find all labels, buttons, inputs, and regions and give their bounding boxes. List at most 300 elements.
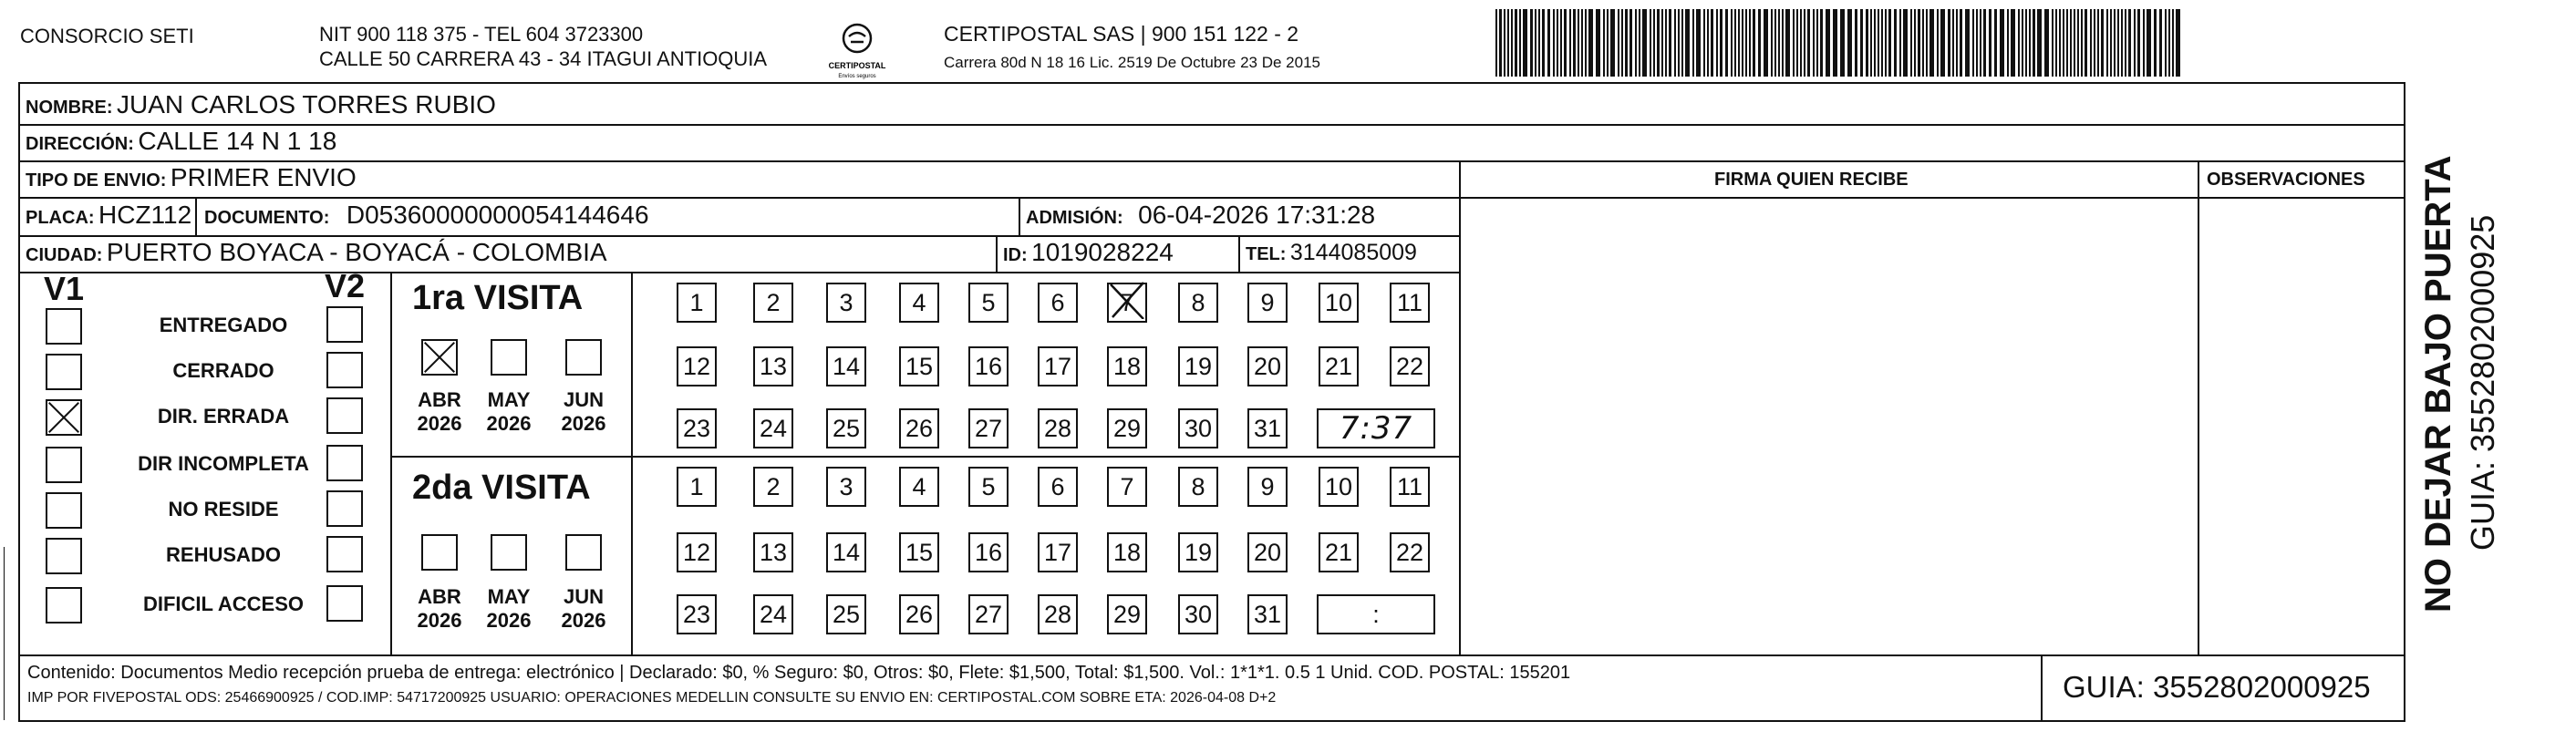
document-label: DOCUMENTO: bbox=[204, 208, 330, 228]
month-checkbox[interactable] bbox=[565, 339, 602, 376]
day-box[interactable] bbox=[1038, 532, 1078, 572]
barcode-bar bbox=[1899, 9, 1901, 77]
day-box[interactable] bbox=[677, 594, 717, 634]
day-box[interactable] bbox=[1038, 594, 1078, 634]
day-number: 1 bbox=[689, 473, 704, 500]
day-box[interactable] bbox=[1247, 467, 1288, 507]
barcode-bar bbox=[1937, 9, 1939, 77]
day-number: 1 bbox=[689, 289, 704, 316]
v1-checkbox[interactable] bbox=[46, 399, 82, 436]
day-box[interactable] bbox=[1107, 283, 1147, 323]
day-box[interactable] bbox=[1319, 283, 1359, 323]
barcode-bar bbox=[1881, 9, 1883, 77]
barcode-bar bbox=[1940, 9, 1945, 77]
barcode-bar bbox=[1588, 9, 1593, 77]
day-box[interactable] bbox=[899, 346, 939, 386]
recipient-address-row bbox=[26, 127, 336, 156]
month-label bbox=[410, 585, 469, 633]
plate-row bbox=[26, 201, 191, 230]
day-box[interactable] bbox=[899, 408, 939, 448]
barcode-bar bbox=[2066, 9, 2068, 77]
day-box[interactable] bbox=[826, 594, 866, 634]
barcode-bar bbox=[2137, 9, 2140, 77]
barcode-bar bbox=[1866, 9, 1868, 77]
v2-checkbox[interactable] bbox=[326, 536, 363, 572]
document-row bbox=[204, 201, 649, 230]
month-label bbox=[480, 585, 538, 633]
barcode-bar bbox=[2081, 9, 2083, 77]
barcode-bar bbox=[1650, 9, 1651, 77]
barcode-bar bbox=[2154, 9, 2157, 77]
barcode-bar bbox=[1816, 9, 1818, 77]
certipostal-logo-icon bbox=[825, 18, 889, 82]
day-box[interactable] bbox=[968, 283, 1009, 323]
day-number: 16 bbox=[974, 353, 1003, 380]
barcode-bar bbox=[1840, 9, 1845, 77]
month-label bbox=[554, 388, 613, 436]
day-number: 12 bbox=[682, 353, 711, 380]
day-number: 17 bbox=[1043, 539, 1072, 566]
v1-checkbox[interactable] bbox=[46, 587, 82, 623]
day-box[interactable] bbox=[753, 467, 793, 507]
day-number: 20 bbox=[1253, 539, 1282, 566]
day-number: 18 bbox=[1112, 353, 1142, 380]
month-year: 2026 bbox=[561, 609, 606, 632]
day-box[interactable] bbox=[1178, 283, 1218, 323]
barcode-bar bbox=[1504, 9, 1505, 77]
v2-checkbox[interactable] bbox=[326, 445, 363, 481]
barcode-bar bbox=[2070, 9, 2072, 77]
barcode-bar bbox=[1523, 9, 1527, 77]
day-number: 11 bbox=[1396, 289, 1423, 316]
barcode-bar bbox=[2033, 9, 2035, 77]
barcode-bar bbox=[2176, 9, 2180, 77]
day-number: 24 bbox=[759, 415, 788, 442]
barcode-bar bbox=[1929, 9, 1934, 77]
barcode-bar bbox=[2110, 9, 2112, 77]
v1-header: V1 bbox=[44, 270, 85, 307]
day-box[interactable] bbox=[1390, 346, 1430, 386]
day-box[interactable] bbox=[968, 594, 1009, 634]
barcode-bar bbox=[2025, 9, 2027, 77]
v1-checkbox[interactable] bbox=[46, 308, 82, 345]
barcode-bar bbox=[1625, 9, 1628, 77]
barcode-bar bbox=[1922, 9, 1924, 77]
v1-checkbox[interactable] bbox=[46, 492, 82, 529]
day-number: 29 bbox=[1112, 601, 1142, 628]
day-box[interactable] bbox=[1107, 594, 1147, 634]
visit-time: 7:37 bbox=[1339, 410, 1413, 447]
day-number: 10 bbox=[1324, 289, 1353, 316]
barcode-bar bbox=[1956, 9, 1958, 77]
barcode-bar bbox=[1547, 9, 1550, 77]
month-name: MAY bbox=[487, 388, 531, 411]
day-number: 13 bbox=[759, 539, 788, 566]
month-checkbox[interactable] bbox=[491, 339, 527, 376]
admission-row bbox=[1026, 201, 1375, 230]
barcode-bar bbox=[2000, 9, 2004, 77]
day-box[interactable] bbox=[1247, 532, 1288, 572]
barcode-bar bbox=[1782, 9, 1784, 77]
v2-checkbox[interactable] bbox=[326, 397, 363, 434]
day-box[interactable] bbox=[677, 467, 717, 507]
barcode-bar bbox=[1665, 9, 1667, 77]
barcode-bar bbox=[1707, 9, 1709, 77]
barcode-bar bbox=[2077, 9, 2079, 77]
barcode-bar bbox=[1519, 9, 1521, 77]
day-box[interactable] bbox=[1390, 532, 1430, 572]
barcode-bar bbox=[1742, 9, 1743, 77]
barcode-bar bbox=[1771, 9, 1773, 77]
day-number: 15 bbox=[905, 539, 934, 566]
day-number: 31 bbox=[1253, 601, 1282, 628]
day-number: 9 bbox=[1260, 289, 1275, 316]
signature-column-header: FIRMA QUIEN RECIBE bbox=[1714, 170, 1909, 190]
visit-time-box[interactable] bbox=[1317, 594, 1435, 634]
barcode-bar bbox=[1557, 9, 1558, 77]
barcode-bar bbox=[2055, 9, 2057, 77]
address-label: DIRECCIÓN: bbox=[26, 134, 134, 154]
recipient-phone: 3144085009 bbox=[1289, 240, 1417, 265]
day-number: 2 bbox=[766, 289, 781, 316]
barcode-bar bbox=[1711, 9, 1713, 77]
day-box[interactable] bbox=[1319, 346, 1359, 386]
barcode-bar bbox=[1965, 9, 1970, 77]
day-box[interactable] bbox=[1107, 467, 1147, 507]
v2-checkbox[interactable] bbox=[326, 490, 363, 527]
margin-line bbox=[4, 547, 5, 720]
no-under-door-notice: NO DEJAR BAJO PUERTA bbox=[2418, 155, 2458, 613]
barcode-bar bbox=[2128, 9, 2131, 77]
admission-label: ADMISIÓN: bbox=[1026, 208, 1123, 228]
day-box[interactable] bbox=[968, 532, 1009, 572]
day-box[interactable] bbox=[1247, 594, 1288, 634]
barcode-bar bbox=[1914, 9, 1916, 77]
day-number: 7 bbox=[1120, 473, 1134, 500]
day-box[interactable] bbox=[899, 467, 939, 507]
v1-checkbox[interactable] bbox=[46, 538, 82, 574]
barcode-bar bbox=[2121, 9, 2123, 77]
day-box[interactable] bbox=[753, 283, 793, 323]
day-number: 26 bbox=[905, 415, 934, 442]
barcode-bar bbox=[1703, 9, 1705, 77]
barcode-bar bbox=[1553, 9, 1555, 77]
day-box[interactable] bbox=[1107, 408, 1147, 448]
barcode-bar bbox=[1758, 9, 1761, 77]
status-label: ENTREGADO bbox=[159, 314, 288, 336]
company-name: CONSORCIO SETI bbox=[20, 25, 194, 47]
month-checkbox[interactable] bbox=[565, 534, 602, 571]
company-address: CALLE 50 CARRERA 43 - 34 ITAGUI ANTIOQUIA bbox=[319, 47, 768, 70]
day-box[interactable] bbox=[826, 532, 866, 572]
city-label: CIUDAD: bbox=[26, 245, 103, 265]
id-row bbox=[1003, 238, 1174, 267]
month-label bbox=[554, 585, 613, 633]
day-box[interactable] bbox=[826, 467, 866, 507]
day-number: 13 bbox=[759, 353, 788, 380]
nit-line: NIT 900 118 375 - TEL 604 3723300 bbox=[319, 23, 644, 46]
city-row bbox=[26, 238, 607, 267]
id-label: ID: bbox=[1003, 245, 1028, 265]
observations-column-header: OBSERVACIONES bbox=[2207, 170, 2365, 190]
day-box[interactable] bbox=[1178, 594, 1218, 634]
visit-title: 1ra VISITA bbox=[412, 279, 584, 317]
barcode-bar bbox=[1653, 9, 1655, 77]
barcode-bar bbox=[1635, 9, 1637, 77]
day-box[interactable] bbox=[899, 283, 939, 323]
month-checkbox[interactable] bbox=[421, 534, 458, 571]
barcode-bar bbox=[2165, 9, 2167, 77]
barcode-bar bbox=[1952, 9, 1954, 77]
day-box[interactable] bbox=[753, 346, 793, 386]
day-number: 21 bbox=[1324, 539, 1353, 566]
day-box[interactable] bbox=[968, 467, 1009, 507]
day-box[interactable] bbox=[1038, 408, 1078, 448]
barcode-bar bbox=[1918, 9, 1920, 77]
barcode-bar bbox=[2143, 9, 2145, 77]
day-box[interactable] bbox=[753, 594, 793, 634]
day-number: 11 bbox=[1396, 473, 1423, 500]
barcode-bar bbox=[1495, 9, 1497, 77]
day-number: 3 bbox=[839, 473, 853, 500]
shipment-type: PRIMER ENVIO bbox=[170, 163, 357, 191]
svg-text:CERTIPOSTAL: CERTIPOSTAL bbox=[828, 61, 886, 70]
barcode-bar bbox=[1731, 9, 1733, 77]
status-label: CERRADO bbox=[172, 359, 274, 382]
month-checkbox[interactable] bbox=[421, 339, 458, 376]
barcode-bar bbox=[1716, 9, 1718, 77]
day-number: 14 bbox=[832, 353, 861, 380]
shipment-type-label: TIPO DE ENVIO: bbox=[26, 170, 167, 191]
day-number: 17 bbox=[1043, 353, 1072, 380]
barcode-bar bbox=[1885, 9, 1887, 77]
barcode-bar bbox=[2044, 9, 2049, 77]
barcode-bar bbox=[1778, 9, 1780, 77]
day-number: 14 bbox=[832, 539, 861, 566]
barcode-bar bbox=[1585, 9, 1587, 77]
visit-time-box[interactable] bbox=[1317, 408, 1435, 448]
day-box[interactable] bbox=[753, 532, 793, 572]
barcode-bar bbox=[1878, 9, 1879, 77]
barcode-bar bbox=[1720, 9, 1723, 77]
barcode-bar bbox=[2097, 9, 2099, 77]
day-number: 31 bbox=[1253, 415, 1282, 442]
day-number: 8 bbox=[1191, 473, 1205, 500]
barcode-bar bbox=[1535, 9, 1536, 77]
day-number: 30 bbox=[1184, 415, 1213, 442]
day-box[interactable] bbox=[968, 408, 1009, 448]
day-box[interactable] bbox=[1247, 408, 1288, 448]
barcode bbox=[1495, 9, 2225, 77]
day-box[interactable] bbox=[1247, 346, 1288, 386]
day-number: 26 bbox=[905, 601, 934, 628]
barcode-bar bbox=[1903, 9, 1908, 77]
barcode-bar bbox=[1753, 9, 1755, 77]
barcode-bar bbox=[1530, 9, 1533, 77]
day-number: 23 bbox=[682, 415, 711, 442]
day-box[interactable] bbox=[1038, 346, 1078, 386]
barcode-bar bbox=[2052, 9, 2054, 77]
barcode-bar bbox=[1642, 9, 1647, 77]
day-number: 29 bbox=[1112, 415, 1142, 442]
day-box[interactable] bbox=[1107, 532, 1147, 572]
month-name: MAY bbox=[487, 585, 531, 608]
month-checkbox[interactable] bbox=[491, 534, 527, 571]
day-box[interactable] bbox=[826, 346, 866, 386]
month-year: 2026 bbox=[417, 412, 462, 435]
day-number: 10 bbox=[1324, 473, 1353, 500]
day-box[interactable] bbox=[677, 408, 717, 448]
month-name: JUN bbox=[563, 388, 604, 411]
barcode-bar bbox=[2114, 9, 2116, 77]
admission-datetime: 06-04-2026 17:31:28 bbox=[1138, 201, 1376, 229]
day-box[interactable] bbox=[677, 346, 717, 386]
barcode-bar bbox=[1847, 9, 1852, 77]
recipient-city: PUERTO BOYACA - BOYACÁ - COLOMBIA bbox=[106, 238, 607, 266]
day-number: 4 bbox=[912, 473, 926, 500]
barcode-bar bbox=[1499, 9, 1502, 77]
barcode-bar bbox=[1894, 9, 1897, 77]
barcode-bar bbox=[1573, 9, 1576, 77]
v1-checkbox[interactable] bbox=[46, 354, 82, 390]
barcode-bar bbox=[1948, 9, 1950, 77]
day-number: 22 bbox=[1395, 353, 1424, 380]
recipient-id: 1019028224 bbox=[1031, 238, 1174, 266]
barcode-bar bbox=[1800, 9, 1802, 77]
day-box[interactable] bbox=[1390, 467, 1430, 507]
v2-checkbox[interactable] bbox=[326, 352, 363, 388]
barcode-bar bbox=[1994, 9, 1997, 77]
day-box[interactable] bbox=[1319, 467, 1359, 507]
plate-label: PLACA: bbox=[26, 208, 95, 228]
day-number: 22 bbox=[1395, 539, 1424, 566]
certipostal-nit: CERTIPOSTAL SAS | 900 151 122 - 2 bbox=[944, 22, 1299, 46]
barcode-bar bbox=[1681, 9, 1683, 77]
visit-title: 2da VISITA bbox=[412, 469, 591, 507]
shipment-type-row bbox=[26, 163, 357, 192]
barcode-bar bbox=[2168, 9, 2170, 77]
barcode-bar bbox=[1774, 9, 1776, 77]
barcode-bar bbox=[1692, 9, 1694, 77]
day-box[interactable] bbox=[677, 283, 717, 323]
barcode-bar bbox=[1581, 9, 1583, 77]
day-number: 18 bbox=[1112, 539, 1142, 566]
day-number: 15 bbox=[905, 353, 934, 380]
barcode-bar bbox=[1738, 9, 1740, 77]
status-label: REHUSADO bbox=[166, 543, 281, 566]
day-box[interactable] bbox=[1178, 532, 1218, 572]
day-box[interactable] bbox=[1178, 346, 1218, 386]
day-number: 19 bbox=[1184, 353, 1213, 380]
barcode-bar bbox=[2029, 9, 2031, 77]
barcode-bar bbox=[1745, 9, 1747, 77]
barcode-bar bbox=[1629, 9, 1632, 77]
day-number: 16 bbox=[974, 539, 1003, 566]
barcode-bar bbox=[1764, 9, 1768, 77]
day-number: 9 bbox=[1260, 473, 1275, 500]
day-box[interactable] bbox=[1178, 467, 1218, 507]
barcode-bar bbox=[2159, 9, 2162, 77]
day-number: 25 bbox=[832, 601, 861, 628]
month-year: 2026 bbox=[417, 609, 462, 632]
day-box[interactable] bbox=[1319, 532, 1359, 572]
barcode-bar bbox=[1807, 9, 1810, 77]
day-box[interactable] bbox=[1038, 467, 1078, 507]
day-box[interactable] bbox=[753, 408, 793, 448]
day-number: 25 bbox=[832, 415, 861, 442]
contents-summary: Contenido: Documentos Medio recepción prueba de entrega: electrónico | Declarado: $0, % Seguro: $0, Otros: $0, Flete: $1,500, Total: $1,500. Vol.: 1*1*1. 0.5 1 Unid. COD. POSTAL: 155201 bbox=[27, 663, 1571, 683]
day-box[interactable] bbox=[899, 532, 939, 572]
barcode-bar bbox=[1515, 9, 1517, 77]
day-box[interactable] bbox=[1178, 408, 1218, 448]
certipostal-license: Carrera 80d N 18 16 Lic. 2519 De Octubre 23 De 2015 bbox=[944, 54, 1320, 71]
barcode-bar bbox=[2022, 9, 2023, 77]
day-number: 19 bbox=[1184, 539, 1213, 566]
certipostal-logo bbox=[825, 18, 889, 82]
barcode-bar bbox=[1569, 9, 1571, 77]
barcode-bar bbox=[1813, 9, 1815, 77]
barcode-bar bbox=[2106, 9, 2108, 77]
day-box[interactable] bbox=[899, 594, 939, 634]
recipient-name: JUAN CARLOS TORRES RUBIO bbox=[117, 90, 496, 119]
barcode-bar bbox=[1639, 9, 1640, 77]
v2-checkbox[interactable] bbox=[326, 585, 363, 622]
barcode-bar bbox=[1603, 9, 1605, 77]
v2-checkbox[interactable] bbox=[326, 306, 363, 343]
day-number: 8 bbox=[1191, 289, 1205, 316]
barcode-bar bbox=[1855, 9, 1857, 77]
day-number: 2 bbox=[766, 473, 781, 500]
day-box[interactable] bbox=[826, 283, 866, 323]
day-box[interactable] bbox=[1107, 346, 1147, 386]
barcode-bar bbox=[1888, 9, 1891, 77]
day-box[interactable] bbox=[1247, 283, 1288, 323]
day-box[interactable] bbox=[1038, 283, 1078, 323]
barcode-bar bbox=[1826, 9, 1830, 77]
barcode-bar bbox=[1669, 9, 1671, 77]
barcode-bar bbox=[1785, 9, 1790, 77]
v1-checkbox[interactable] bbox=[46, 447, 82, 483]
barcode-bar bbox=[1989, 9, 1991, 77]
day-number: 23 bbox=[682, 601, 711, 628]
status-label: NO RESIDE bbox=[168, 498, 279, 520]
day-box[interactable] bbox=[677, 532, 717, 572]
month-year: 2026 bbox=[486, 609, 532, 632]
guide-number-side: GUIA: 3552802000925 bbox=[2464, 214, 2501, 551]
day-box[interactable] bbox=[1390, 283, 1430, 323]
barcode-bar bbox=[2134, 9, 2136, 77]
barcode-bar bbox=[1685, 9, 1690, 77]
day-box[interactable] bbox=[826, 408, 866, 448]
month-name: ABR bbox=[418, 585, 461, 608]
recipient-address: CALLE 14 N 1 18 bbox=[138, 127, 337, 155]
day-box[interactable] bbox=[968, 346, 1009, 386]
month-year: 2026 bbox=[561, 412, 606, 435]
barcode-bar bbox=[2147, 9, 2151, 77]
day-number: 27 bbox=[974, 601, 1003, 628]
barcode-bar bbox=[1564, 9, 1567, 77]
barcode-bar bbox=[1820, 9, 1823, 77]
barcode-bar bbox=[1678, 9, 1680, 77]
guide-number-footer: GUIA: 3552802000925 bbox=[2063, 670, 2371, 704]
barcode-bar bbox=[1734, 9, 1736, 77]
barcode-bar bbox=[1696, 9, 1701, 77]
day-number: 6 bbox=[1050, 473, 1065, 500]
visit-time: : bbox=[1372, 601, 1380, 628]
barcode-bar bbox=[2018, 9, 2020, 77]
barcode-bar bbox=[2063, 9, 2064, 77]
barcode-bar bbox=[1749, 9, 1751, 77]
